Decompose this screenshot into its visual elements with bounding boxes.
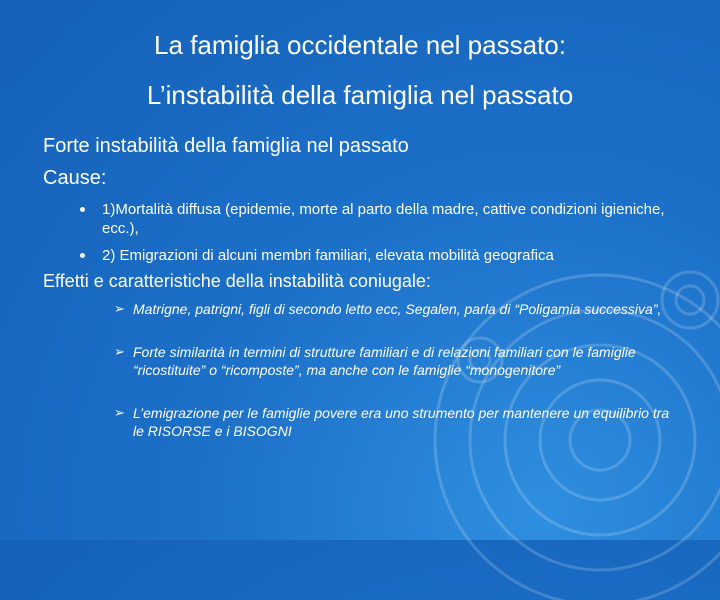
heading-effects: Effetti e caratteristiche della instabilità coniugale: bbox=[43, 271, 431, 291]
round-bullet-icon bbox=[80, 207, 85, 212]
arrow-bullet-icon: ➢ bbox=[114, 405, 125, 420]
heading-causes: Cause: bbox=[43, 167, 107, 189]
effect-text: Matrigne, patrigni, figli di secondo letto ecc, Segalen, parla di “Poligamia successiva”, bbox=[133, 301, 662, 317]
slide-title-line-1: La famiglia occidentale nel passato: bbox=[154, 30, 566, 60]
effect-text: Forte similarità in termini di strutture familiari e di relazioni familiari con le famiglie “ricostituite” o “ricomposte”, ma anche con le famiglie “monogenitore” bbox=[133, 344, 636, 378]
slide-title-line-2: L’instabilità della famiglia nel passato bbox=[146, 80, 574, 110]
heading-instability: Forte instabilità della famiglia nel passato bbox=[43, 135, 409, 157]
arrow-bullet-icon: ➢ bbox=[114, 344, 125, 359]
cause-text: 2) Emigrazioni di alcuni membri familiari, elevata mobilità geografica bbox=[102, 247, 554, 264]
arrow-bullet-icon: ➢ bbox=[114, 301, 125, 316]
cause-text: 1)Mortalità diffusa (epidemie, morte al parto della madre, cattive condizioni igieniche, ecc.), bbox=[102, 201, 665, 237]
round-bullet-icon bbox=[80, 253, 85, 258]
effect-text: L’emigrazione per le famiglie povere era uno strumento per mantenere un equilibrio tra le RISORSE e i BISOGNI bbox=[133, 405, 670, 439]
